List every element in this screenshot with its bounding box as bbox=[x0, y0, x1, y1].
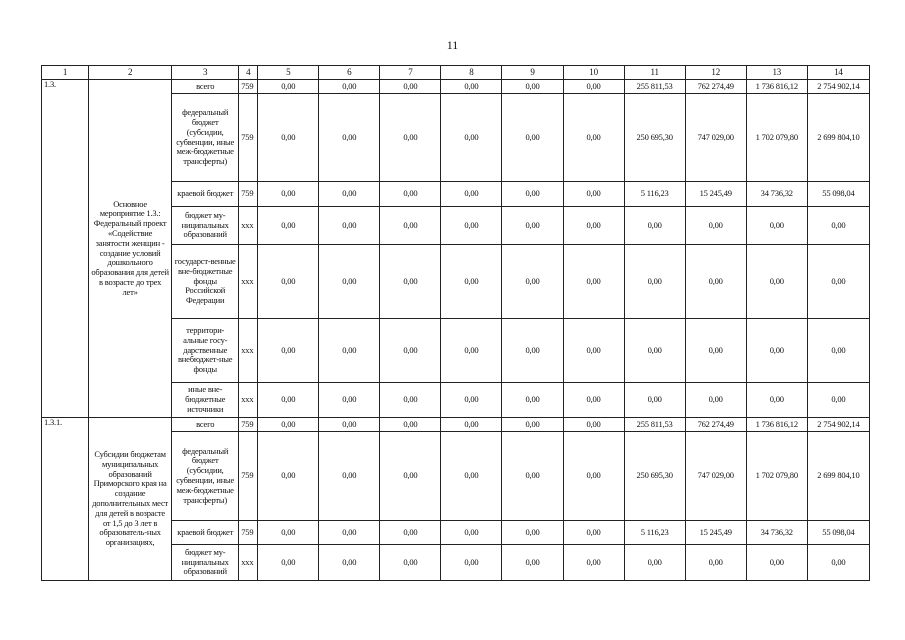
table-body bbox=[42, 66, 870, 581]
amount-cell: 0,00 bbox=[502, 545, 563, 581]
page-number: 11 bbox=[446, 38, 459, 52]
budget-code: 759 bbox=[239, 80, 258, 94]
budget-code: 759 bbox=[239, 94, 258, 182]
amount-cell: 250 695,30 bbox=[624, 94, 685, 182]
budget-code: 759 bbox=[239, 521, 258, 545]
funding-source: всего bbox=[172, 418, 239, 432]
amount-cell: 0,00 bbox=[380, 94, 441, 182]
amount-cell: 5 116,23 bbox=[624, 521, 685, 545]
amount-cell: 0,00 bbox=[502, 245, 563, 319]
funding-source: бюджет му-ниципальных образований bbox=[172, 207, 239, 245]
amount-cell: 0,00 bbox=[807, 245, 869, 319]
column-header: 13 bbox=[746, 66, 807, 80]
amount-cell: 0,00 bbox=[380, 80, 441, 94]
amount-cell: 0,00 bbox=[441, 432, 502, 521]
amount-cell: 0,00 bbox=[563, 319, 624, 383]
amount-cell: 0,00 bbox=[563, 182, 624, 207]
amount-cell: 0,00 bbox=[502, 207, 563, 245]
amount-cell: 0,00 bbox=[319, 245, 380, 319]
budget-code: 759 bbox=[239, 418, 258, 432]
amount-cell: 0,00 bbox=[319, 319, 380, 383]
amount-cell: 2 754 902,14 bbox=[807, 418, 869, 432]
funding-source: территори-альные госу-дарственные внебюджет-ные фонды bbox=[172, 319, 239, 383]
amount-cell: 0,00 bbox=[380, 245, 441, 319]
amount-cell: 0,00 bbox=[502, 418, 563, 432]
column-header: 10 bbox=[563, 66, 624, 80]
amount-cell: 1 736 816,12 bbox=[746, 418, 807, 432]
amount-cell: 0,00 bbox=[685, 545, 746, 581]
funding-source: федеральный бюджет (субсидии, субвенции, иные меж-бюджетные трансферты) bbox=[172, 432, 239, 521]
funding-source: федеральный бюджет (субсидии, субвенции, иные меж-бюджетные трансферты) bbox=[172, 94, 239, 182]
amount-cell: 15 245,49 bbox=[685, 182, 746, 207]
amount-cell: 0,00 bbox=[807, 207, 869, 245]
amount-cell: 0,00 bbox=[441, 182, 502, 207]
amount-cell: 0,00 bbox=[258, 521, 319, 545]
amount-cell: 1 702 079,80 bbox=[746, 94, 807, 182]
amount-cell: 747 029,00 bbox=[685, 432, 746, 521]
amount-cell: 0,00 bbox=[502, 182, 563, 207]
row-number: 1.3. bbox=[42, 80, 89, 418]
amount-cell: 0,00 bbox=[319, 80, 380, 94]
amount-cell: 34 736,32 bbox=[746, 521, 807, 545]
budget-code: ххх bbox=[239, 245, 258, 319]
header-row bbox=[42, 66, 870, 80]
column-header: 11 bbox=[624, 66, 685, 80]
amount-cell: 0,00 bbox=[319, 418, 380, 432]
amount-cell: 0,00 bbox=[441, 319, 502, 383]
amount-cell: 0,00 bbox=[380, 207, 441, 245]
amount-cell: 0,00 bbox=[380, 418, 441, 432]
amount-cell: 0,00 bbox=[441, 545, 502, 581]
amount-cell: 762 274,49 bbox=[685, 418, 746, 432]
amount-cell: 0,00 bbox=[258, 94, 319, 182]
amount-cell: 0,00 bbox=[319, 521, 380, 545]
budget-code: ххх bbox=[239, 319, 258, 383]
column-header: 5 bbox=[258, 66, 319, 80]
amount-cell: 2 754 902,14 bbox=[807, 80, 869, 94]
amount-cell: 0,00 bbox=[319, 182, 380, 207]
amount-cell: 0,00 bbox=[563, 94, 624, 182]
amount-cell: 0,00 bbox=[258, 383, 319, 418]
budget-code: 759 bbox=[239, 432, 258, 521]
amount-cell: 0,00 bbox=[563, 245, 624, 319]
budget-code: ххх bbox=[239, 545, 258, 581]
amount-cell: 0,00 bbox=[563, 545, 624, 581]
table-row bbox=[42, 418, 870, 432]
budget-code: ххх bbox=[239, 383, 258, 418]
column-header: 1 bbox=[42, 66, 89, 80]
amount-cell: 0,00 bbox=[746, 319, 807, 383]
row-number: 1.3.1. bbox=[42, 418, 89, 581]
amount-cell: 0,00 bbox=[746, 245, 807, 319]
amount-cell: 0,00 bbox=[258, 418, 319, 432]
amount-cell: 0,00 bbox=[563, 521, 624, 545]
column-header: 12 bbox=[685, 66, 746, 80]
amount-cell: 2 699 804,10 bbox=[807, 94, 869, 182]
amount-cell: 0,00 bbox=[746, 545, 807, 581]
funding-source: государст-венные вне-бюджетные фонды Российской Федерации bbox=[172, 245, 239, 319]
column-header: 2 bbox=[89, 66, 172, 80]
amount-cell: 0,00 bbox=[380, 383, 441, 418]
amount-cell: 0,00 bbox=[502, 521, 563, 545]
amount-cell: 2 699 804,10 bbox=[807, 432, 869, 521]
amount-cell: 15 245,49 bbox=[685, 521, 746, 545]
amount-cell: 0,00 bbox=[624, 383, 685, 418]
funding-source: иные вне-бюджетные источники bbox=[172, 383, 239, 418]
amount-cell: 0,00 bbox=[685, 245, 746, 319]
column-header: 14 bbox=[807, 66, 869, 80]
column-header: 7 bbox=[380, 66, 441, 80]
amount-cell: 0,00 bbox=[258, 245, 319, 319]
amount-cell: 0,00 bbox=[624, 319, 685, 383]
amount-cell: 0,00 bbox=[502, 319, 563, 383]
amount-cell: 0,00 bbox=[380, 432, 441, 521]
amount-cell: 0,00 bbox=[624, 245, 685, 319]
amount-cell: 0,00 bbox=[746, 207, 807, 245]
column-header: 6 bbox=[319, 66, 380, 80]
amount-cell: 0,00 bbox=[441, 245, 502, 319]
amount-cell: 0,00 bbox=[258, 80, 319, 94]
amount-cell: 1 702 079,80 bbox=[746, 432, 807, 521]
amount-cell: 0,00 bbox=[441, 418, 502, 432]
amount-cell: 0,00 bbox=[624, 545, 685, 581]
amount-cell: 0,00 bbox=[807, 545, 869, 581]
amount-cell: 0,00 bbox=[319, 432, 380, 521]
amount-cell: 0,00 bbox=[258, 182, 319, 207]
amount-cell: 0,00 bbox=[441, 80, 502, 94]
amount-cell: 55 098,04 bbox=[807, 182, 869, 207]
funding-source: всего bbox=[172, 80, 239, 94]
amount-cell: 255 811,53 bbox=[624, 418, 685, 432]
amount-cell: 0,00 bbox=[502, 432, 563, 521]
amount-cell: 34 736,32 bbox=[746, 182, 807, 207]
amount-cell: 0,00 bbox=[380, 182, 441, 207]
amount-cell: 255 811,53 bbox=[624, 80, 685, 94]
table-row bbox=[42, 80, 870, 94]
amount-cell: 0,00 bbox=[258, 545, 319, 581]
amount-cell: 0,00 bbox=[685, 319, 746, 383]
amount-cell: 0,00 bbox=[502, 383, 563, 418]
amount-cell: 0,00 bbox=[441, 521, 502, 545]
amount-cell: 0,00 bbox=[441, 207, 502, 245]
amount-cell: 0,00 bbox=[441, 94, 502, 182]
amount-cell: 0,00 bbox=[807, 319, 869, 383]
amount-cell: 747 029,00 bbox=[685, 94, 746, 182]
amount-cell: 0,00 bbox=[685, 207, 746, 245]
amount-cell: 1 736 816,12 bbox=[746, 80, 807, 94]
funding-source: бюджет му-ниципальных образований bbox=[172, 545, 239, 581]
column-header: 8 bbox=[441, 66, 502, 80]
amount-cell: 0,00 bbox=[502, 94, 563, 182]
amount-cell: 0,00 bbox=[563, 383, 624, 418]
column-header: 9 bbox=[502, 66, 563, 80]
budget-table bbox=[41, 65, 870, 581]
amount-cell: 0,00 bbox=[319, 207, 380, 245]
amount-cell: 0,00 bbox=[380, 319, 441, 383]
amount-cell: 0,00 bbox=[380, 521, 441, 545]
amount-cell: 0,00 bbox=[258, 207, 319, 245]
amount-cell: 762 274,49 bbox=[685, 80, 746, 94]
measure-description: Основное мероприятие 1.3.: Федеральный проект «Содействие занятости женщин - создание условий дошкольного образования для детей в возрасте до трех лет» bbox=[89, 80, 172, 418]
amount-cell: 0,00 bbox=[624, 207, 685, 245]
amount-cell: 0,00 bbox=[258, 319, 319, 383]
amount-cell: 0,00 bbox=[319, 383, 380, 418]
amount-cell: 0,00 bbox=[380, 545, 441, 581]
amount-cell: 0,00 bbox=[563, 80, 624, 94]
amount-cell: 55 098,04 bbox=[807, 521, 869, 545]
amount-cell: 0,00 bbox=[746, 383, 807, 418]
column-header: 3 bbox=[172, 66, 239, 80]
amount-cell: 0,00 bbox=[258, 432, 319, 521]
budget-code: 759 bbox=[239, 182, 258, 207]
amount-cell: 0,00 bbox=[441, 383, 502, 418]
amount-cell: 0,00 bbox=[319, 545, 380, 581]
amount-cell: 0,00 bbox=[807, 383, 869, 418]
funding-source: краевой бюджет bbox=[172, 182, 239, 207]
amount-cell: 250 695,30 bbox=[624, 432, 685, 521]
amount-cell: 0,00 bbox=[685, 383, 746, 418]
amount-cell: 5 116,23 bbox=[624, 182, 685, 207]
measure-description: Субсидии бюджетам муниципальных образований Приморского края на создание дополнительных мест для детей в возрасте от 1,5 до 3 лет в образователь-ных организациях, bbox=[89, 418, 172, 581]
amount-cell: 0,00 bbox=[319, 94, 380, 182]
column-header: 4 bbox=[239, 66, 258, 80]
amount-cell: 0,00 bbox=[502, 80, 563, 94]
amount-cell: 0,00 bbox=[563, 207, 624, 245]
amount-cell: 0,00 bbox=[563, 432, 624, 521]
funding-source: краевой бюджет bbox=[172, 521, 239, 545]
budget-code: ххх bbox=[239, 207, 258, 245]
amount-cell: 0,00 bbox=[563, 418, 624, 432]
